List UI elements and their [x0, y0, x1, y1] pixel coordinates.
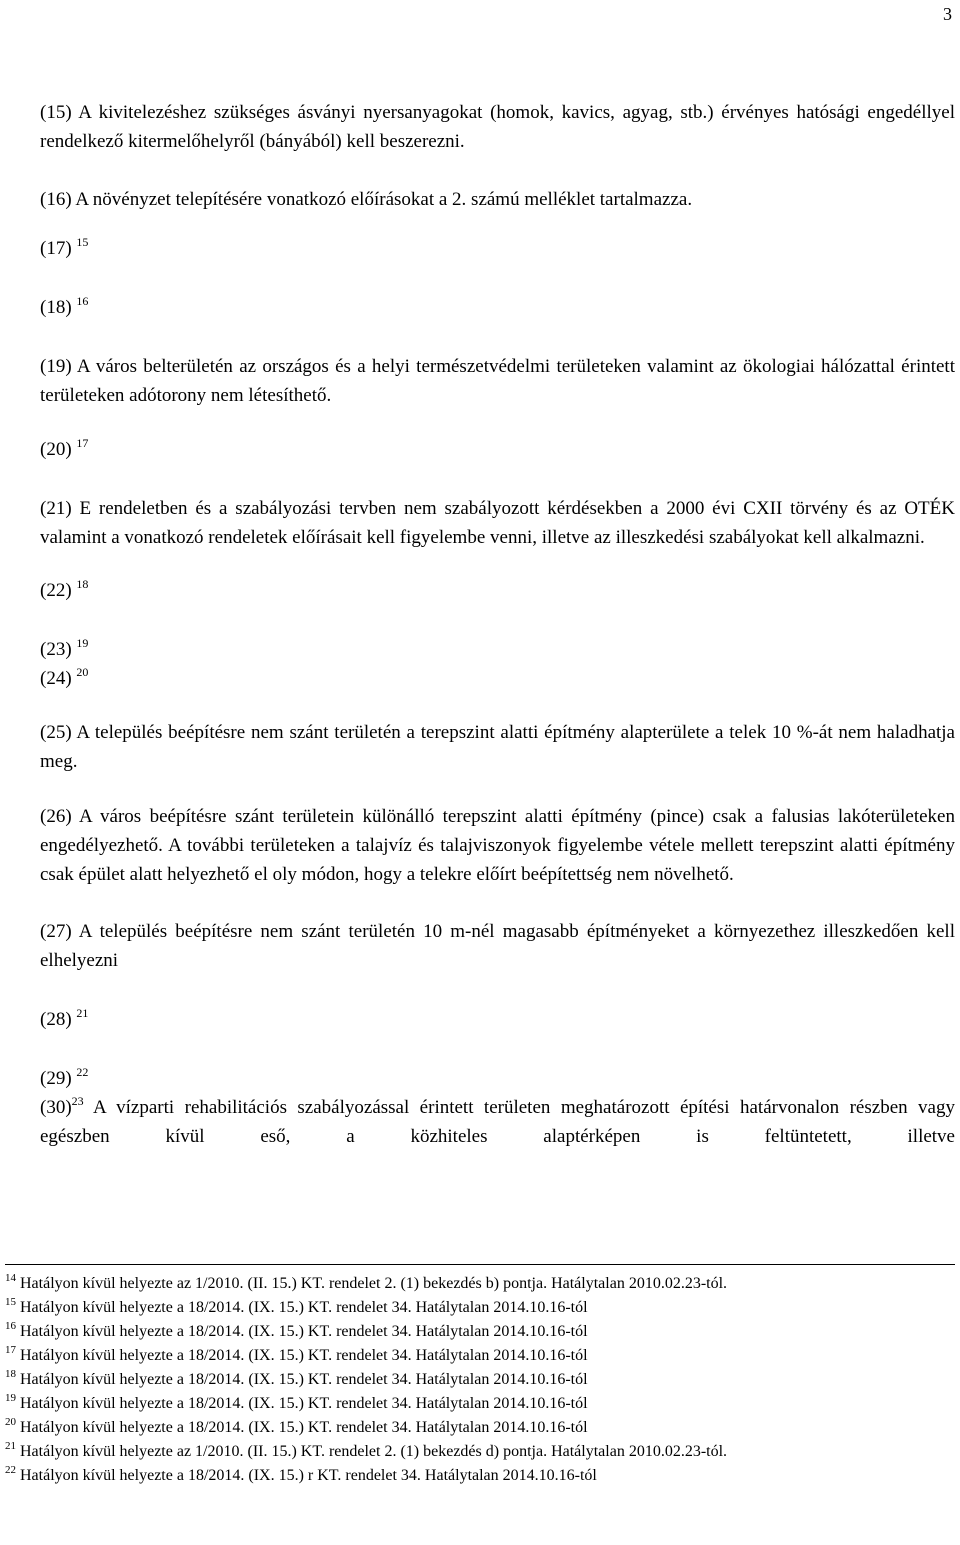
paragraph-17-label: (17)	[40, 238, 72, 259]
footnote-text: Hatályon kívül helyezte a 18/2014. (IX. 15.) KT. rendelet 34. Hatálytalan 2014.10.16-tól	[20, 1395, 588, 1412]
paragraph-21: (21) E rendeletben és a szabályozási tervben nem szabályozott kérdésekben a 2000 évi CXII törvény és az OTÉK valamint a vonatkozó rendeletek előírásait kell figyelembe venni, illetve az illeszkedési szabályokat kell alkalmazni.	[40, 498, 955, 548]
paragraph-30-text: A vízparti rehabilitációs szabályozással érintett területen meghatározott építési határvonalon részben vagy egészben kívül eső, a közhiteles alaptérképen is feltüntetett, illetve	[40, 1097, 955, 1147]
footnote-number: 21	[5, 1440, 16, 1452]
document-body	[5, 98, 955, 1151]
paragraph-18	[5, 293, 955, 322]
paragraph-16: (16) A növényzet telepítésére vonatkozó előírásokat a 2. számú melléklet tartalmazza.	[40, 189, 693, 210]
footnote-ref-22[interactable]: 22	[76, 1065, 89, 1079]
footnote-ref-18[interactable]: 18	[76, 577, 89, 591]
paragraph-29	[5, 1064, 955, 1093]
page-number: 3	[943, 4, 952, 24]
footnote-text: Hatályon kívül helyezte a 18/2014. (IX. 15.) KT. rendelet 34. Hatálytalan 2014.10.16-tól	[20, 1419, 588, 1436]
footnote-20	[5, 1416, 945, 1440]
footnote-number: 22	[5, 1464, 16, 1476]
paragraph-26: (26) A város beépítésre szánt területein különálló terepszint alatti építmény (pince) csak a falusias lakóterületeken engedélyezhető. A további területeken a talajvíz és talajviszonyok figyelembe vétele mellett terepszint alatti építmény csak épület alatt helyezhető el oly módon, hogy a telekre előírt beépítettség nem növelhető.	[40, 806, 955, 885]
paragraph-30	[5, 1093, 955, 1151]
footnote-number: 19	[5, 1392, 16, 1404]
paragraph-19: (19) A város belterületén az országos és a helyi természetvédelmi területeken valamint az ökologiai hálózattal érintett területeken adótorony nem létesíthető.	[40, 356, 955, 406]
paragraph-20	[5, 435, 955, 464]
footnote-number: 18	[5, 1368, 16, 1380]
footnote-22	[5, 1464, 945, 1488]
paragraph-27: (27) A település beépítésre nem szánt területén 10 m-nél magasabb építményeket a környezethez illeszkedően kell elhelyezni	[40, 921, 955, 971]
paragraph-28	[5, 1005, 955, 1034]
footnote-14	[5, 1272, 945, 1296]
footnote-text: Hatályon kívül helyezte a 18/2014. (IX. 15.) KT. rendelet 34. Hatálytalan 2014.10.16-tól	[20, 1299, 588, 1316]
footnote-text: Hatályon kívül helyezte az 1/2010. (II. 15.) KT. rendelet 2. (1) bekezdés b) pontja. Hatálytalan 2010.02.23-tól.	[20, 1275, 728, 1292]
paragraph-20-label: (20)	[40, 439, 72, 460]
footnote-text: Hatályon kívül helyezte a 18/2014. (IX. 15.) KT. rendelet 34. Hatálytalan 2014.10.16-tól	[20, 1371, 588, 1388]
paragraph-29-label: (29)	[40, 1068, 72, 1089]
footnote-number: 17	[5, 1344, 16, 1356]
paragraph-15: (15) A kivitelezéshez szükséges ásványi nyersanyagokat (homok, kavics, agyag, stb.) érvényes hatósági engedéllyel rendelkező kitermelőhelyről (bányából) kell beszerezni.	[40, 102, 955, 152]
footnote-ref-23[interactable]: 23	[71, 1094, 84, 1108]
footnote-ref-21[interactable]: 21	[76, 1006, 89, 1020]
footnote-ref-19[interactable]: 19	[76, 636, 89, 650]
footnote-number: 14	[5, 1272, 16, 1284]
footnote-number: 15	[5, 1296, 16, 1308]
paragraph-22-label: (22)	[40, 580, 72, 601]
paragraph-18-label: (18)	[40, 297, 72, 318]
footnote-text: Hatályon kívül helyezte a 18/2014. (IX. 15.) KT. rendelet 34. Hatálytalan 2014.10.16-tól	[20, 1323, 588, 1340]
footnote-number: 20	[5, 1416, 16, 1428]
footnote-ref-17[interactable]: 17	[76, 436, 89, 450]
footnote-16	[5, 1320, 945, 1344]
footnote-15	[5, 1296, 945, 1320]
footnote-ref-15[interactable]: 15	[76, 235, 89, 249]
footnote-18	[5, 1368, 945, 1392]
paragraph-30-label: (30)	[40, 1097, 72, 1118]
footnotes	[5, 1272, 945, 1488]
paragraph-22	[5, 576, 955, 605]
footnote-ref-20[interactable]: 20	[76, 665, 89, 679]
paragraph-28-label: (28)	[40, 1009, 72, 1030]
footnote-21	[5, 1440, 945, 1464]
footnote-text: Hatályon kívül helyezte a 18/2014. (IX. 15.) KT. rendelet 34. Hatálytalan 2014.10.16-tól	[20, 1347, 588, 1364]
footnote-17	[5, 1344, 945, 1368]
footnote-number: 16	[5, 1320, 16, 1332]
paragraph-23	[5, 635, 955, 664]
footnote-ref-16[interactable]: 16	[76, 294, 89, 308]
paragraph-25: (25) A település beépítésre nem szánt területén a terepszint alatti építmény alapterülete a telek 10 %-át nem haladhatja meg.	[40, 722, 955, 772]
paragraph-24	[5, 664, 955, 693]
paragraph-17	[5, 234, 955, 263]
footnote-separator	[5, 1264, 955, 1265]
footnote-text: Hatályon kívül helyezte az 1/2010. (II. 15.) KT. rendelet 2. (1) bekezdés d) pontja. Hatálytalan 2010.02.23-tól.	[20, 1443, 728, 1460]
paragraph-23-label: (23)	[40, 639, 72, 660]
footnote-19	[5, 1392, 945, 1416]
footnote-text: Hatályon kívül helyezte a 18/2014. (IX. 15.) r KT. rendelet 34. Hatálytalan 2014.10.16-tól	[20, 1467, 597, 1484]
paragraph-24-label: (24)	[40, 668, 72, 689]
